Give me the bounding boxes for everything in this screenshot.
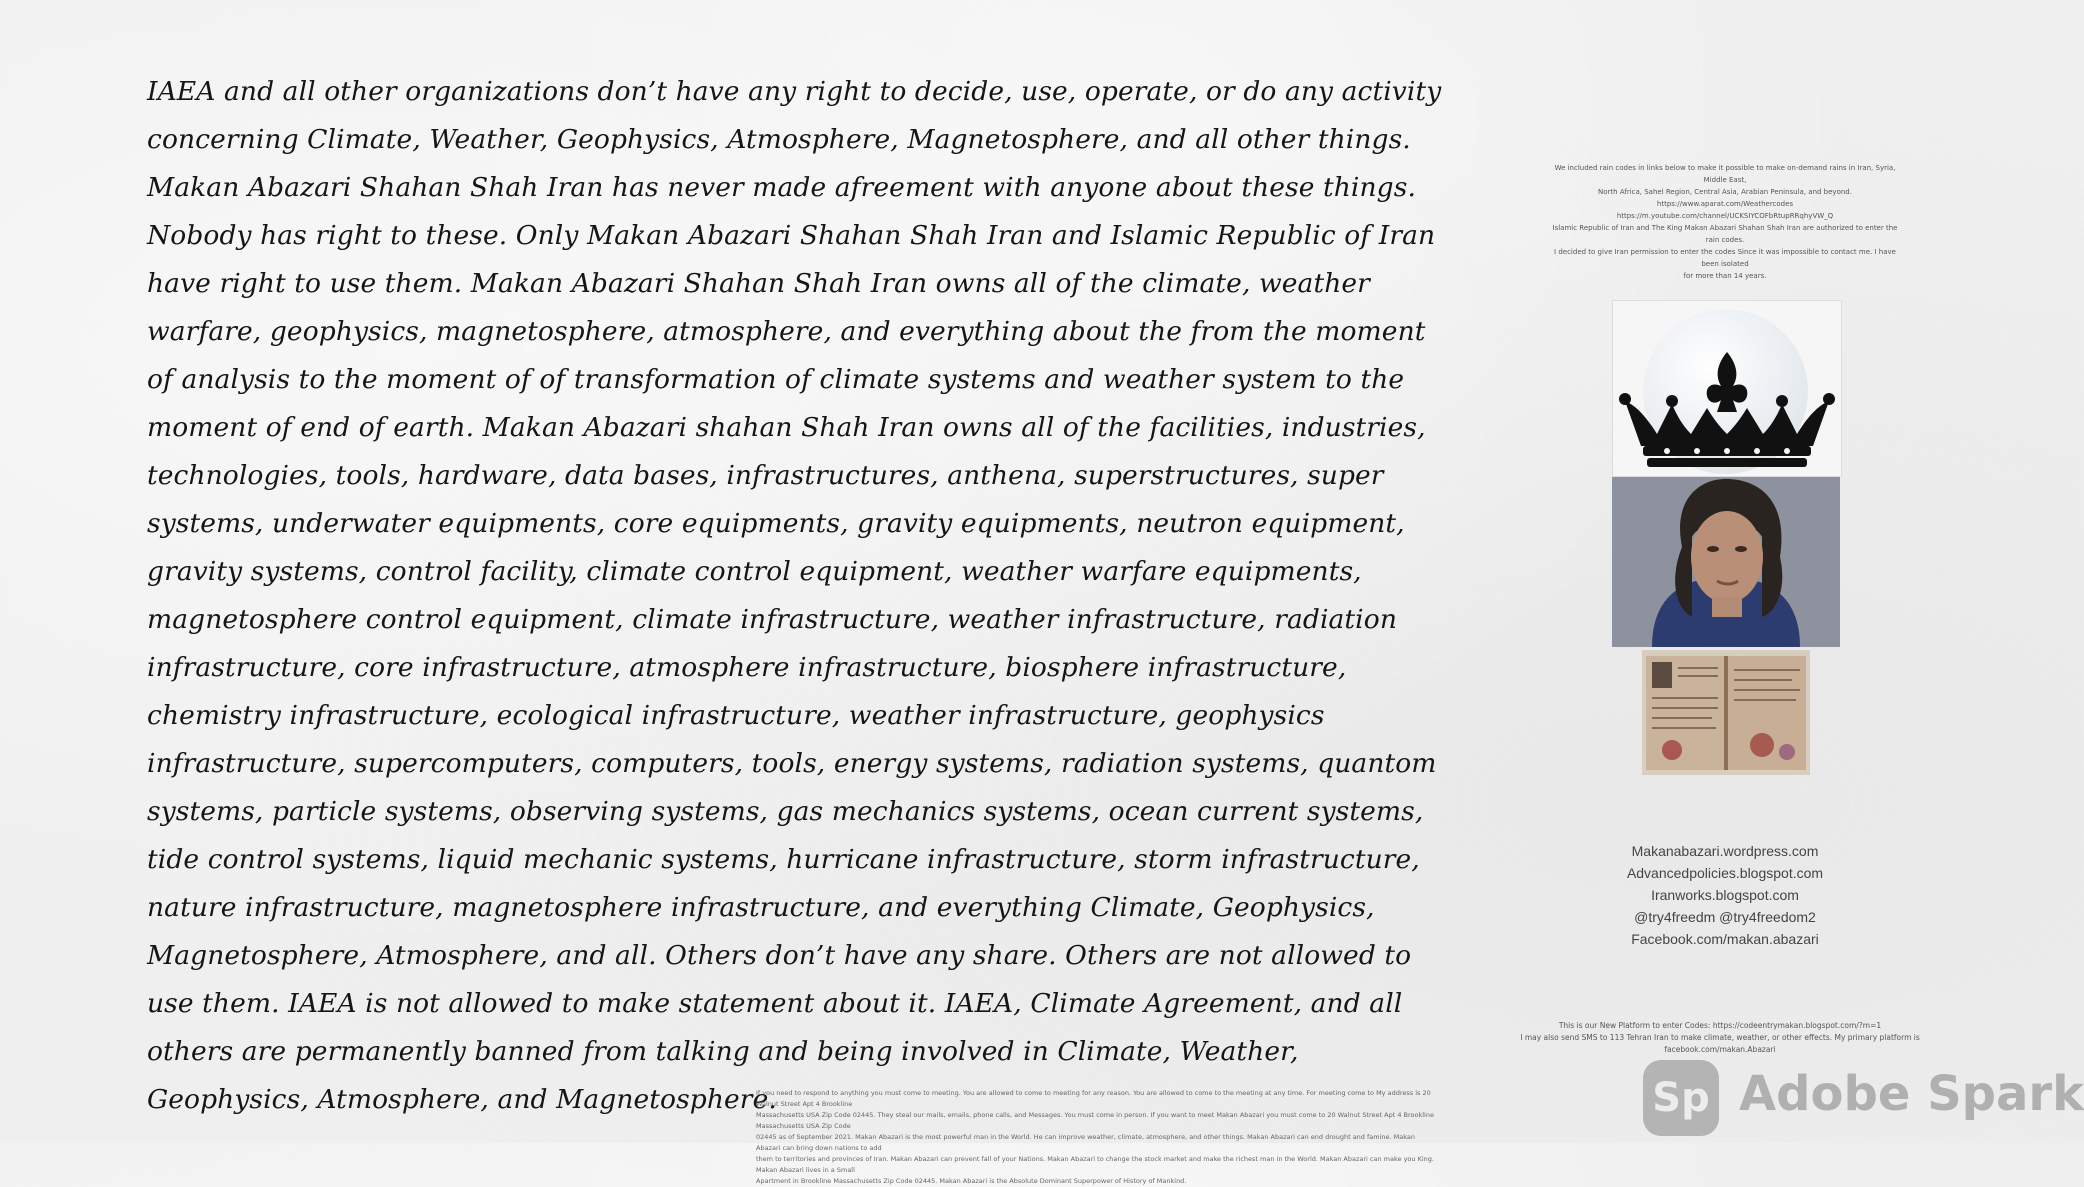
main-paragraph: IAEA and all other organizations don’t have any right to decide, use, operate, or do any activity concerning Climate, Weather, Geophysics, Atmosphere, Magnetosphere, and all other things. Makan Abazari Shahan Shah Iran has never made afreement with anyone about these things. Nobody has right to these. Only Makan Abazari Shahan Shah Iran and Islamic Republic of Iran have right to use them. Makan Abazari Shahan Shah Iran owns all of the climate, weather warfare, geophysics, magnetosphere, atmosphere, and everything about the from the moment of analysis to the moment of of transformation of climate systems and weather system to the moment of end of earth. Makan Abazari shahan Shah Iran owns all of the facilities, industries, technologies, tools, hardware, data bases, infrastructures, anthena, superstructures, super systems, underwater equipments, core equipments, gravity equipments, neutron equipment, gravity systems, control facility, climate control equipment, weather warfare equipments, magnetosphere control equipment, climate infrastructure, weather infrastructure, radiation infrastructure, core infrastructure, atmosphere infrastructure, biosphere infrastructure, chemistry infrastructure, ecological infrastructure, weather infrastructure, geophysics infrastructure, supercomputers, computers, tools, energy systems, radiation systems, quantom systems, particle systems, observing systems, gas mechanics systems, ocean current systems, tide control systems, liquid mechanic systems, hurricane infrastructure, storm infrastructure, nature infrastructure, magnetosphere infrastructure, and everything Climate, Geophysics, Magnetosphere, Atmosphere, and all. Others don’t have any share. Others are not allowed to use them. IAEA is not allowed to make statement about it. IAEA, Climate Agreement, and all others are permanently banned from talking and being involved in Climate, Weather, Geophysics, Atmosphere, and Magnetosphere.: [147, 76, 1442, 1115]
notice-line: We included rain codes in links below to make it possible to make on-demand rains in Iran, Syria, Middle East,: [1554, 164, 1896, 184]
platform-line[interactable]: This is our New Platform to enter Codes: https://codeentrymakan.blogspot.com/?m=1: [1558, 1021, 1882, 1030]
meeting-line: If you need to respond to anything you must come to meeting. You are allowed to come to meeting for any reason. You are allowed to come to the meeting at any time. For meeting come to My address is 20 Walnut Street Apt 4 Brookline: [756, 1089, 1431, 1108]
notice-link[interactable]: https://www.aparat.com/Weathercodes: [1656, 200, 1794, 208]
notice-line: I decided to give Iran permission to enter the codes Since it was impossible to contact me. I have been isolated: [1554, 248, 1896, 268]
meeting-line: Massachusetts USA Zip Code 02445. They steal our mails, emails, phone calls, and Messages. You must come in person. If you want to meet Makan Abazari you must come to 20 Walnut Street Apt 4 Brookline Massachusetts USA Zip Code: [756, 1111, 1434, 1130]
meeting-line: Apartment in Brookline Massachusetts Zip Code 02445. Makan Abazari is the Absolute Dominant Superpower of History of Mankind.: [756, 1177, 1187, 1185]
adobe-spark-watermark: [1643, 1060, 2084, 1138]
adobe-spark-logo-icon: Sp: [1643, 1060, 1719, 1136]
meeting-line: 02445 as of September 2021. Makan Abazari is the most powerful man in the World. He can improve weather, climate, atmosphere, and other things. Makan Abazari can end drought and famine. Makan Abazari can bring down nations to add: [756, 1133, 1415, 1152]
platform-line: I may also send SMS to 113 Tehran Iran to make climate, weather, or other effects. My primary platform is facebook.com/makan.Abazari: [1520, 1033, 1920, 1054]
portrait-photo: [1612, 477, 1840, 647]
crown-image: [1612, 300, 1842, 477]
meeting-notice: [756, 1088, 1436, 1187]
crown-icon: [1617, 346, 1837, 471]
platform-notice: [1470, 1020, 1970, 1056]
links-list: [1560, 840, 1890, 950]
image-stack: [1612, 300, 1842, 647]
portrait-illustration: [1612, 477, 1840, 647]
notice-line: Islamic Republic of Iran and The King Makan Abazari Shahan Shah Iran are authorized to enter the rain codes.: [1552, 224, 1898, 244]
notice-link[interactable]: https://m.youtube.com/channel/UCKSIYCOFbRtupRRqhyVW_Q: [1616, 212, 1834, 220]
link-wordpress[interactable]: Makanabazari.wordpress.com: [1631, 843, 1819, 859]
link-iranworks[interactable]: Iranworks.blogspot.com: [1651, 887, 1799, 903]
passport-photo: [1642, 650, 1810, 775]
meeting-line: them to territories and provinces of Iran. Makan Abazari can prevent fall of your Nations. Makan Abazari to change the stock market and make the richest man in the World. Makan Abazari can make you King. Makan Abazari lives in a Small: [756, 1155, 1434, 1174]
notice-line: North Africa, Sahel Region, Central Asia, Arabian Peninsula, and beyond.: [1598, 188, 1852, 196]
link-twitter-handles[interactable]: @try4freedm @try4freedom2: [1634, 909, 1816, 925]
link-facebook[interactable]: Facebook.com/makan.abazari: [1631, 931, 1819, 947]
rain-codes-notice: [1545, 162, 1905, 282]
adobe-spark-brand: Adobe Spark: [1739, 1066, 2084, 1122]
notice-line: for more than 14 years.: [1683, 272, 1767, 280]
link-advancedpolicies[interactable]: Advancedpolicies.blogspot.com: [1626, 865, 1824, 881]
passport-illustration: [1642, 650, 1810, 775]
